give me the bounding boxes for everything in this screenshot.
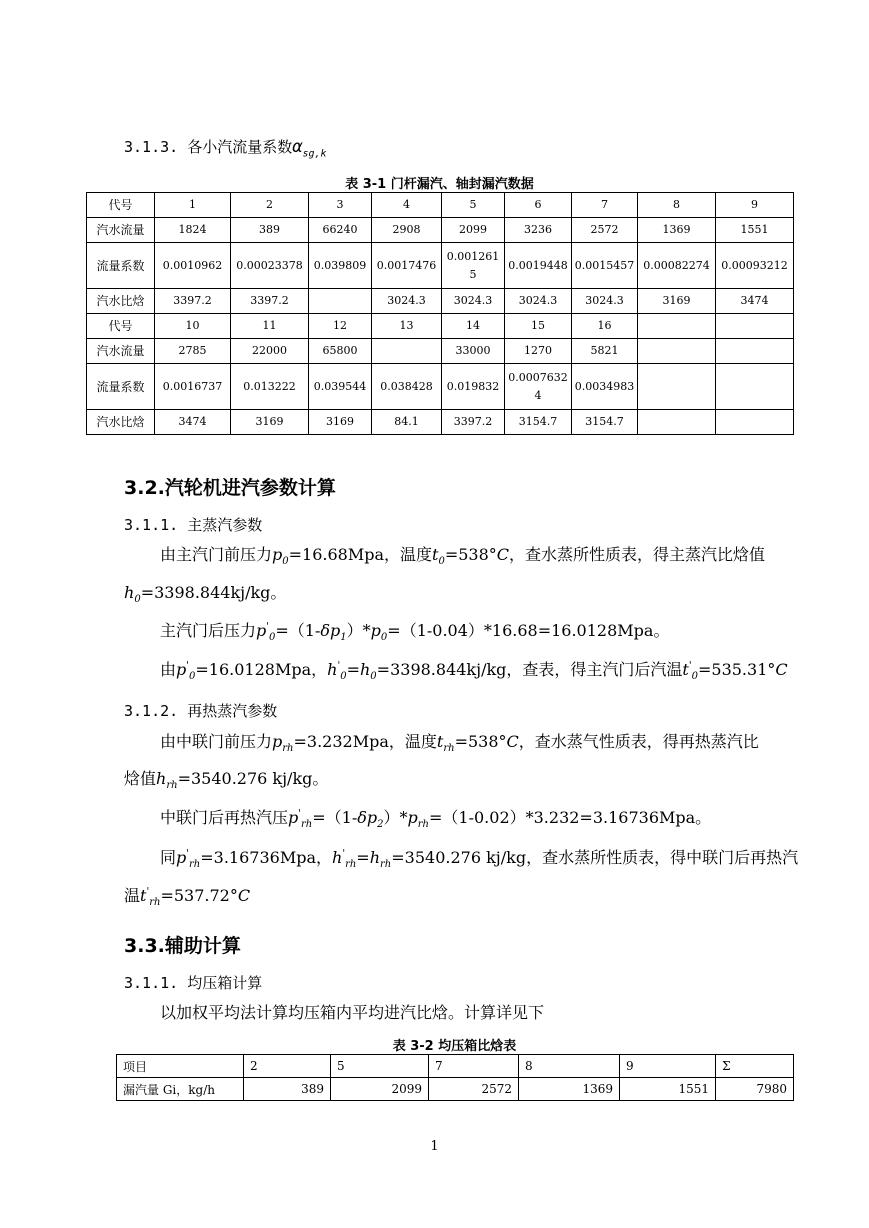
- paragraph-line: 以加权平均法计算均压箱内平均进汽比焓。计算详见下: [160, 1003, 545, 1022]
- symbol-hrh: $h_{rh}$: [369, 848, 392, 871]
- table-cell: 16: [572, 314, 638, 339]
- table-cell: 3474: [716, 289, 794, 314]
- table-cell: 3169: [231, 410, 309, 435]
- table-cell: 4: [372, 193, 442, 218]
- text: =（1-: [275, 621, 321, 640]
- table-cell: 14: [442, 314, 505, 339]
- table-cell: 3154.7: [572, 410, 638, 435]
- text: =3540.276 kj/kg，查水蒸所性质表，得中联门后再热汽: [391, 848, 799, 867]
- text: =3398.844kj/kg。: [140, 583, 287, 602]
- table-cell: 汽水流量: [87, 339, 155, 364]
- table-cell: 3024.3: [505, 289, 572, 314]
- table-cell: 0.039809: [309, 243, 372, 289]
- table-cell: [716, 364, 794, 410]
- table-cell: [638, 364, 716, 410]
- text: 由主汽门前压力: [160, 545, 273, 564]
- text: =（1-: [312, 808, 358, 827]
- table-row: [87, 339, 794, 364]
- text: =（1-0.02）*3.232=3.16736Mpa。: [429, 808, 712, 827]
- paragraph-line: [160, 618, 670, 644]
- table-cell: 流量系数: [87, 364, 155, 410]
- text: =535.31: [697, 660, 768, 679]
- text: ，查水蒸气性质表，得再热蒸汽比: [518, 732, 759, 751]
- table-cell: 0.013222: [231, 364, 309, 410]
- table-cell: 汽水比焓: [87, 289, 155, 314]
- text: =538: [444, 545, 489, 564]
- table-row: [87, 314, 794, 339]
- table-cell: 9: [620, 1055, 716, 1078]
- text: 主汽门后压力: [160, 621, 257, 640]
- symbol-prh-prime: $p'_{rh}$: [176, 848, 201, 871]
- text: 中联门后再热汽压: [160, 808, 289, 827]
- table-cell: [638, 314, 716, 339]
- table-row: [87, 289, 794, 314]
- table-cell: 2572: [572, 218, 638, 243]
- text: =3398.844kj/kg，查表，得主汽门后汽温: [376, 660, 683, 679]
- table-cell: 漏汽量 Gi，kg/h: [117, 1078, 244, 1101]
- paragraph-line: [160, 845, 799, 871]
- table-cell: 3397.2: [442, 410, 505, 435]
- table-cell: 流量系数: [87, 243, 155, 289]
- table-row: [117, 1078, 794, 1101]
- symbol-h0: $h_0$: [124, 583, 141, 606]
- table-cell: 3154.7: [505, 410, 572, 435]
- symbol-trh-prime: $t'_{rh}$: [140, 886, 161, 909]
- page-number: 1: [430, 1139, 439, 1154]
- text: =16.68Mpa，温度: [288, 545, 433, 564]
- table-cell: 0.0012615: [442, 243, 505, 289]
- table-cell: 1369: [638, 218, 716, 243]
- symbol-prh: $p_{rh}$: [272, 732, 294, 755]
- symbol-hrh-prime: $h'_{rh}$: [332, 848, 357, 871]
- table-cell: 0.00093212: [716, 243, 794, 289]
- text: =538: [454, 732, 499, 751]
- subsection-heading-reheat-steam: 3.1.2. 再热蒸汽参数: [124, 702, 278, 720]
- symbol-hrh: $h_{rh}$: [156, 769, 178, 792]
- table-cell: 2099: [442, 218, 505, 243]
- symbol-h0: $h_0$: [359, 660, 377, 683]
- table-cell: 0.019832: [442, 364, 505, 410]
- table-cell: 0.00082274: [638, 243, 716, 289]
- table-cell: 0.038428: [372, 364, 442, 410]
- text: ，查水蒸所性质表，得主蒸汽比焓值: [509, 545, 766, 564]
- table-cell: 8: [519, 1055, 620, 1078]
- table-cell: 0.0017476: [372, 243, 442, 289]
- section-heading-3-2: 3.2.汽轮机进汽参数计算: [124, 477, 336, 499]
- table-cell: [716, 339, 794, 364]
- table-cell: 1824: [155, 218, 231, 243]
- section-heading-3-3: 3.3.辅助计算: [124, 935, 241, 957]
- table-cell: 10: [155, 314, 231, 339]
- text: =: [346, 660, 360, 679]
- table-row: [87, 243, 794, 289]
- table-cell: 65800: [309, 339, 372, 364]
- text: =（1-0.04）*16.68=16.0128Mpa。: [387, 621, 670, 640]
- table-cell: 代号: [87, 193, 155, 218]
- table1-caption: 表 3-1 门杆漏汽、轴封漏汽数据: [345, 177, 534, 192]
- table-cell: 2908: [372, 218, 442, 243]
- table1: [86, 192, 794, 435]
- table-row: [117, 1055, 794, 1078]
- table-cell: 3169: [309, 410, 372, 435]
- table-cell: 22000: [231, 339, 309, 364]
- paragraph-line: [160, 542, 766, 568]
- text: ）*: [383, 808, 408, 827]
- table-cell: 389: [244, 1078, 331, 1101]
- table-cell: 3024.3: [442, 289, 505, 314]
- table-cell: 0.0010962: [155, 243, 231, 289]
- table-cell: 2572: [429, 1078, 519, 1101]
- table-cell: 66240: [309, 218, 372, 243]
- unit-celsius: °C: [229, 886, 251, 905]
- table-cell: 3397.2: [231, 289, 309, 314]
- table-cell: 汽水流量: [87, 218, 155, 243]
- symbol-delta-p1: $\delta p_1$: [320, 621, 347, 644]
- table-cell: 11: [231, 314, 309, 339]
- table2-caption: 表 3-2 均压箱比焓表: [392, 1039, 517, 1054]
- table-cell: 代号: [87, 314, 155, 339]
- text: =3540.276 kj/kg。: [177, 769, 329, 788]
- table-cell: Σ: [716, 1055, 794, 1078]
- table-row: [87, 364, 794, 410]
- symbol-p0: $p_0$: [272, 545, 289, 568]
- text: =3.232Mpa，温度: [293, 732, 437, 751]
- paragraph-line: [124, 580, 287, 606]
- unit-celsius: °C: [488, 545, 510, 564]
- table-cell: 84.1: [372, 410, 442, 435]
- table-cell: 3169: [638, 289, 716, 314]
- text: 由: [160, 660, 177, 679]
- symbol-prh-prime: $p'_{rh}$: [288, 808, 313, 831]
- table-cell: 汽水比焓: [87, 410, 155, 435]
- symbol-prh: $p_{rh}$: [407, 808, 429, 831]
- text: =3.16736Mpa，: [200, 848, 332, 867]
- table-cell: [638, 339, 716, 364]
- text: ）*: [346, 621, 371, 640]
- symbol-p0-prime: $p'_0$: [176, 660, 196, 683]
- symbol-trh: $t_{rh}$: [436, 732, 455, 755]
- subsection-heading-main-steam: 3.1.1. 主蒸汽参数: [124, 516, 263, 534]
- table-cell: 12: [309, 314, 372, 339]
- table-cell: 1551: [716, 218, 794, 243]
- paragraph-line: [124, 883, 251, 909]
- table-cell: 5: [442, 193, 505, 218]
- table-cell: 7980: [716, 1078, 794, 1101]
- table-cell: 5: [331, 1055, 429, 1078]
- table-cell: [638, 410, 716, 435]
- paragraph-line: [160, 729, 759, 755]
- subsection-heading-equalizer: 3.1.1. 均压箱计算: [124, 974, 263, 992]
- text: 温: [124, 886, 141, 905]
- paragraph-line: [160, 805, 712, 831]
- table-cell: 1551: [620, 1078, 716, 1101]
- table-cell: [716, 314, 794, 339]
- table-cell: 2: [231, 193, 309, 218]
- symbol-p0-prime: $p'_0$: [256, 621, 276, 644]
- subsection-heading-3-1-3: [124, 136, 327, 160]
- text: 焓值: [124, 769, 157, 788]
- heading-text: 3.1.3. 各小汽流量系数: [124, 138, 293, 156]
- unit-celsius: °C: [767, 660, 788, 679]
- table-cell: 2: [244, 1055, 331, 1078]
- table-cell: 1270: [505, 339, 572, 364]
- table-row: [87, 193, 794, 218]
- table-cell: [716, 410, 794, 435]
- table2: [116, 1054, 794, 1101]
- table-cell: 3024.3: [572, 289, 638, 314]
- table-cell: 0.00076324: [505, 364, 572, 410]
- text: =537.72: [160, 886, 230, 905]
- table-cell: 3024.3: [372, 289, 442, 314]
- symbol-delta-p2: $\delta p_2$: [357, 808, 384, 831]
- table-cell: 389: [231, 218, 309, 243]
- table-cell: 7: [429, 1055, 519, 1078]
- table-cell: 3474: [155, 410, 231, 435]
- text: 由中联门前压力: [160, 732, 273, 751]
- table-cell: 6: [505, 193, 572, 218]
- text: =: [356, 848, 370, 867]
- symbol-t0: $t_0$: [432, 545, 445, 568]
- symbol-h0-prime: $h'_0$: [327, 660, 347, 683]
- table-cell: 9: [716, 193, 794, 218]
- table-cell: 2099: [331, 1078, 429, 1101]
- table-cell: 0.039544: [309, 364, 372, 410]
- table-cell: [309, 289, 372, 314]
- table-cell: 5821: [572, 339, 638, 364]
- table-cell: 3397.2: [155, 289, 231, 314]
- table-cell: 33000: [442, 339, 505, 364]
- symbol-t0-prime: $t'_0$: [682, 660, 698, 683]
- text: 同: [160, 848, 177, 867]
- table-cell: 3236: [505, 218, 572, 243]
- table-row: [87, 410, 794, 435]
- table-cell: [372, 339, 442, 364]
- text: =16.0128Mpa，: [195, 660, 328, 679]
- paragraph-line: [160, 657, 788, 683]
- table-cell: 3: [309, 193, 372, 218]
- alpha-symbol: $\alpha_{sg,k}$: [292, 137, 327, 160]
- table-cell: 0.00023378: [231, 243, 309, 289]
- table-cell: 0.0034983: [572, 364, 638, 410]
- table-cell: 项目: [117, 1055, 244, 1078]
- table-cell: 1: [155, 193, 231, 218]
- table-cell: 8: [638, 193, 716, 218]
- table-cell: 13: [372, 314, 442, 339]
- table-cell: 7: [572, 193, 638, 218]
- table-cell: 2785: [155, 339, 231, 364]
- table-cell: 1369: [519, 1078, 620, 1101]
- table-cell: 0.0016737: [155, 364, 231, 410]
- unit-celsius: °C: [498, 732, 519, 751]
- table-cell: 15: [505, 314, 572, 339]
- symbol-p0: $p_0$: [370, 621, 388, 644]
- table-cell: 0.0015457: [572, 243, 638, 289]
- table-cell: 0.0019448: [505, 243, 572, 289]
- table-row: [87, 218, 794, 243]
- paragraph-line: [124, 766, 329, 792]
